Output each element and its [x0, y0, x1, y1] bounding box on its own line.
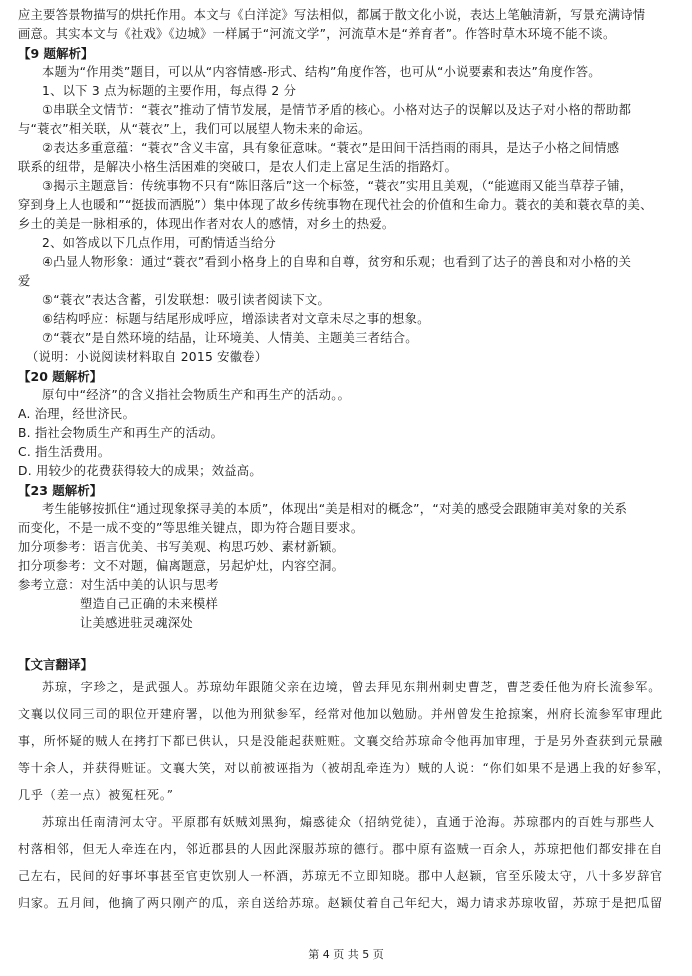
text-line: ⑦“蓑衣”是自然环境的结晶，让环境美、人情美、主题美三者结合。 — [42, 331, 418, 345]
text-line: 而变化，不是一成不变的”等思维关键点，即为符合题目要求。 — [18, 521, 364, 535]
text-line: 让美感进驻灵魂深处 — [80, 616, 193, 630]
text-line: 联系的纽带，是解决小格生活困难的突破口，是农人们走上富足生活的指路灯。 — [18, 160, 458, 174]
text-line: ⑤“蓑衣”表达含蓄，引发联想：吸引读者阅读下文。 — [42, 293, 331, 307]
page-footer: 第 4 页 共 5 页 — [308, 948, 384, 961]
text-line: ①串联全文情节：“蓑衣”推动了情节发展，是情节矛盾的核心。小格对达子的误解以及达子对小格的帮助都 — [42, 103, 632, 117]
text-line: 加分项参考：语言优美、书写美观、构思巧妙、素材新颖。 — [18, 540, 345, 554]
text-line: ③揭示主题意旨：传统事物不只有“陈旧落后”这一个标签，“蓑衣”实用且美观，（“能遮雨又能当草荐子铺， — [42, 179, 633, 193]
text-line: 扣分项参考：文不对题，偏离题意，另起炉灶，内容空洞。 — [18, 559, 345, 573]
text-line: 乡土的美是一脉相承的，体现出作者对农人的感情，对乡土的热爱。 — [18, 217, 395, 231]
text-line: 苏琼，字珍之，是武强人。苏琼幼年跟随父亲在边境，曾去拜见东荆州刺史曹芝，曹芝委任他为府长流参军。 — [42, 680, 662, 694]
text-line: 己左右，民间的好事坏事甚至官吏饮别人一杯酒，苏琼无不立即知晓。郡中人赵颖，官至乐陵太守，八十多岁辞官 — [18, 869, 664, 883]
text-line: ④凸显人物形象：通过“蓑衣”看到小格身上的自卑和自尊，贫穷和乐观；也看到了达子的善良和对小格的关 — [42, 255, 632, 269]
text-line: 苏琼出任南清河太守。平原郡有妖贼刘黑狗，煽惑徒众（招纳党徒），直通于沧海。苏琼郡内的百姓与那些人 — [42, 815, 656, 829]
option-a: A. 治理，经世济民。 — [18, 407, 136, 421]
option-b: B. 指社会物质生产和再生产的活动。 — [18, 426, 224, 440]
section-heading-q9: 【9 题解析】 — [18, 46, 94, 61]
option-d: D. 用较少的花费获得较大的成果；效益高。 — [18, 464, 262, 478]
text-line: 塑造自己正确的未来模样 — [80, 597, 219, 611]
text-line: 村落相邻，但无人牵连在内，邻近郡县的人因此深服苏琼的德行。郡中原有盗贼一百余人，苏琼把他们都安排在自 — [18, 842, 664, 856]
document-page — [18, 6, 678, 917]
text-line: 几乎（差一点）被冤枉死。” — [18, 788, 174, 802]
section-heading-q20: 【20 题解析】 — [18, 369, 103, 384]
section-heading-q23: 【23 题解析】 — [18, 483, 103, 498]
text-line: 本题为“作用类”题目，可以从“内容情感-形式、结构”角度作答，也可从“小说要素和表达”角度作答。 — [42, 65, 601, 79]
text-line: 画意。其实本文与《社戏》《边城》一样属于“河流文学”，河流草木是“养育者”。作答时草木环境不能不谈。 — [18, 27, 616, 41]
text-line: 归家。五月间，他摘了两只刚产的瓜，亲自送给苏琼。赵颖仗着自己年纪大，竭力请求苏琼收留，苏琼于是把瓜留 — [18, 896, 664, 910]
text-line: ⑥结构呼应：标题与结尾形成呼应，增添读者对文章未尽之事的想象。 — [42, 312, 430, 326]
text-line: 文襄以仪同三司的职位开建府署，以他为刑狱参军，经常对他加以勉励。并州曾发生抢掠案，州府长流参军审理此 — [18, 707, 664, 721]
option-c: C. 指生活费用。 — [18, 445, 111, 459]
text-line: 事，所怀疑的贼人在拷打下都已供认，只是没能起获赃赃。文襄交给苏琼命令他再加审理，于是另外查获到元景融 — [18, 734, 664, 748]
text-line: 爱 — [18, 274, 31, 288]
text-line: 穿到身上人也暖和”“挺拔而洒脱”）集中体现了故乡传统事物在现代社会的价值和生命力。蓑衣的美和蓑衣草的美、 — [18, 198, 653, 212]
text-line: 1、以下 3 点为标题的主要作用，每点得 2 分 — [42, 84, 297, 98]
source-note: （说明：小说阅读材料取自 2015 安徽卷） — [26, 350, 268, 364]
text-line: 与“蓑衣”相关联，从“蓑衣”上，我们可以展望人物未来的命运。 — [18, 122, 371, 136]
text-line: ②表达多重意蕴：“蓑衣”含义丰富，具有象征意味。“蓑衣”是田间干活挡雨的雨具，是达子小格之间情感 — [42, 141, 620, 155]
text-line: 原句中“经济”的含义指社会物质生产和再生产的活动。。 — [42, 388, 351, 402]
text-line: 考生能够按抓住“通过现象探寻美的本质”，体现出“美是相对的概念”，“对美的感受会跟随审美对象的关系 — [42, 502, 628, 516]
text-line: 参考立意：对生活中美的认识与思考 — [18, 578, 219, 592]
text-line: 等十余人，并获得赃证。文襄大笑，对以前被诬指为（被胡乱牵连为）贼的人说：“你们如果不是遇上我的好参军， — [18, 761, 671, 775]
text-line: 2、如答成以下几点作用，可酌情适当给分 — [42, 236, 276, 250]
text-line: 应主要答景物描写的烘托作用。本文与《白洋淀》写法相似，都属于散文化小说，表达上笔触清新，写景充满诗情 — [18, 8, 646, 22]
section-heading-wenyan: 【文言翻译】 — [18, 657, 94, 672]
